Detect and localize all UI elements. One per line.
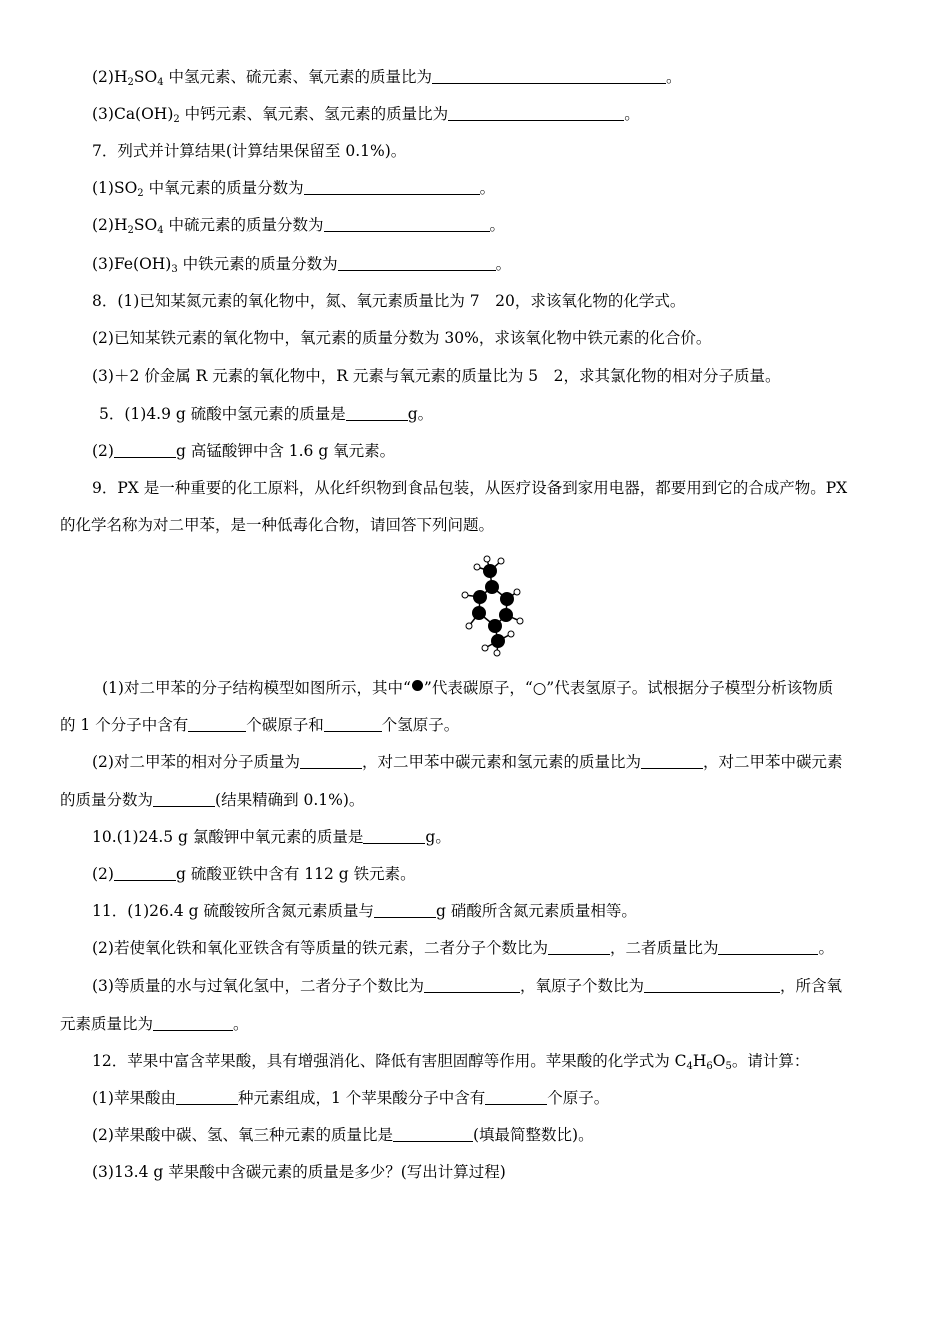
p-xylene-molecule-model	[455, 553, 530, 663]
q10-part1: 10.(1)24.5 g 氯酸钾中氧元素的质量是 g。	[92, 828, 451, 846]
answer-blank[interactable]	[324, 716, 382, 732]
q11-part3-line2: 元素质量比为 。	[60, 1015, 249, 1033]
answer-blank[interactable]	[485, 1089, 547, 1105]
q8-part3: (3)＋2 价金属 R 元素的氧化物中，R 元素与氧元素的质量比为 5 2，求其氯化物的相对分子质量。	[92, 367, 781, 385]
q9-part1-line2: 的 1 个分子中含有 个碳原子和 个氢原子。	[60, 716, 460, 734]
q5-part2: (2) g 高锰酸钾中含 1.6 g 氧元素。	[92, 442, 396, 460]
q5-part1: 5．(1)4.9 g 硫酸中氢元素的质量是 g。	[99, 405, 434, 423]
q7-part1: $(1)SO_2$ 中氧元素的质量分数为 。	[92, 179, 496, 199]
q11-part2: (2)若使氧化铁和氧化亚铁含有等质量的铁元素，二者分子个数比为 ，二者质量比为 。	[92, 939, 834, 957]
q7-part3: $(3)Fe(OH)_3$ 中铁元素的质量分数为 。	[92, 255, 512, 275]
q8-part1: 8．(1)已知某氮元素的氧化物中，氮、氧元素质量比为 7 20，求该氧化物的化学式。	[92, 292, 686, 310]
answer-blank[interactable]	[363, 828, 425, 844]
answer-blank[interactable]	[644, 977, 780, 993]
q10-part2: (2) g 硫酸亚铁中含有 112 g 铁元素。	[92, 865, 416, 883]
carbon-atom-icon	[412, 680, 423, 691]
answer-blank[interactable]	[393, 1126, 473, 1142]
answer-blank[interactable]	[324, 216, 490, 232]
q9-intro-line1: 9．PX 是一种重要的化工原料，从化纤织物到食品包装，从医疗设备到家用电器，都要用到它的合成产物。PX	[92, 479, 848, 497]
q12-part1: (1)苹果酸由 种元素组成，1 个苹果酸分子中含有 个原子。	[92, 1089, 610, 1107]
q9-intro-line2: 的化学名称为对二甲苯，是一种低毒化合物，请回答下列问题。	[60, 516, 495, 534]
answer-blank[interactable]	[338, 255, 496, 271]
q11-part1: 11．(1)26.4 g 硫酸铵所含氮元素质量与 g 硝酸所含氮元素质量相等。	[92, 902, 637, 920]
q11-part3-line1: (3)等质量的水与过氧化氢中，二者分子个数比为 ，氧原子个数比为 ，所含氧	[92, 977, 842, 995]
answer-blank[interactable]	[176, 1089, 238, 1105]
answer-blank[interactable]	[304, 179, 480, 195]
q9-part1-line1: (1)对二甲苯的分子结构模型如图所示，其中“ ”代表碳原子，“○”代表氢原子。试根据分子模型分析该物质	[102, 679, 834, 697]
answer-blank[interactable]	[300, 753, 362, 769]
q7-title: 7．列式并计算结果(计算结果保留至 0.1%)。	[92, 142, 407, 160]
q8-part2: (2)已知某铁元素的氧化物中，氧元素的质量分数为 30%，求该氧化物中铁元素的化合价。	[92, 329, 712, 347]
q12-part3: (3)13.4 g 苹果酸中含碳元素的质量是多少？(写出计算过程)	[92, 1163, 506, 1181]
answer-blank[interactable]	[718, 939, 818, 955]
q9-part2-line2: 的质量分数为 (结果精确到 0.1%)。	[60, 791, 365, 809]
q12-part2: (2)苹果酸中碳、氢、氧三种元素的质量比是 (填最简整数比)。	[92, 1126, 594, 1144]
answer-blank[interactable]	[432, 68, 666, 84]
answer-blank[interactable]	[153, 791, 215, 807]
answer-blank[interactable]	[188, 716, 246, 732]
answer-blank[interactable]	[424, 977, 520, 993]
q7-part2: $(2)H_2SO_4$ 中硫元素的质量分数为 。	[92, 216, 506, 236]
answer-blank[interactable]	[448, 105, 624, 121]
q6-part2: $(2)H_2SO_4$ 中氢元素、硫元素、氧元素的质量比为 。	[92, 68, 682, 88]
answer-blank[interactable]	[641, 753, 703, 769]
answer-blank[interactable]	[548, 939, 610, 955]
answer-blank[interactable]	[346, 405, 408, 421]
answer-blank[interactable]	[374, 902, 436, 918]
q9-part2-line1: (2)对二甲苯的相对分子质量为 ，对二甲苯中碳元素和氢元素的质量比为 ，对二甲苯中碳元素	[92, 753, 843, 771]
q6-part3: $(3)Ca(OH)_2$ 中钙元素、氧元素、氢元素的质量比为 。	[92, 105, 640, 125]
answer-blank[interactable]	[153, 1015, 233, 1031]
q12-intro: 12．苹果中富含苹果酸，具有增强消化、降低有害胆固醇等作用。苹果酸的化学式为 $C_4H_6O_5$。请计算：	[92, 1052, 810, 1072]
answer-blank[interactable]	[114, 865, 176, 881]
answer-blank[interactable]	[114, 442, 176, 458]
